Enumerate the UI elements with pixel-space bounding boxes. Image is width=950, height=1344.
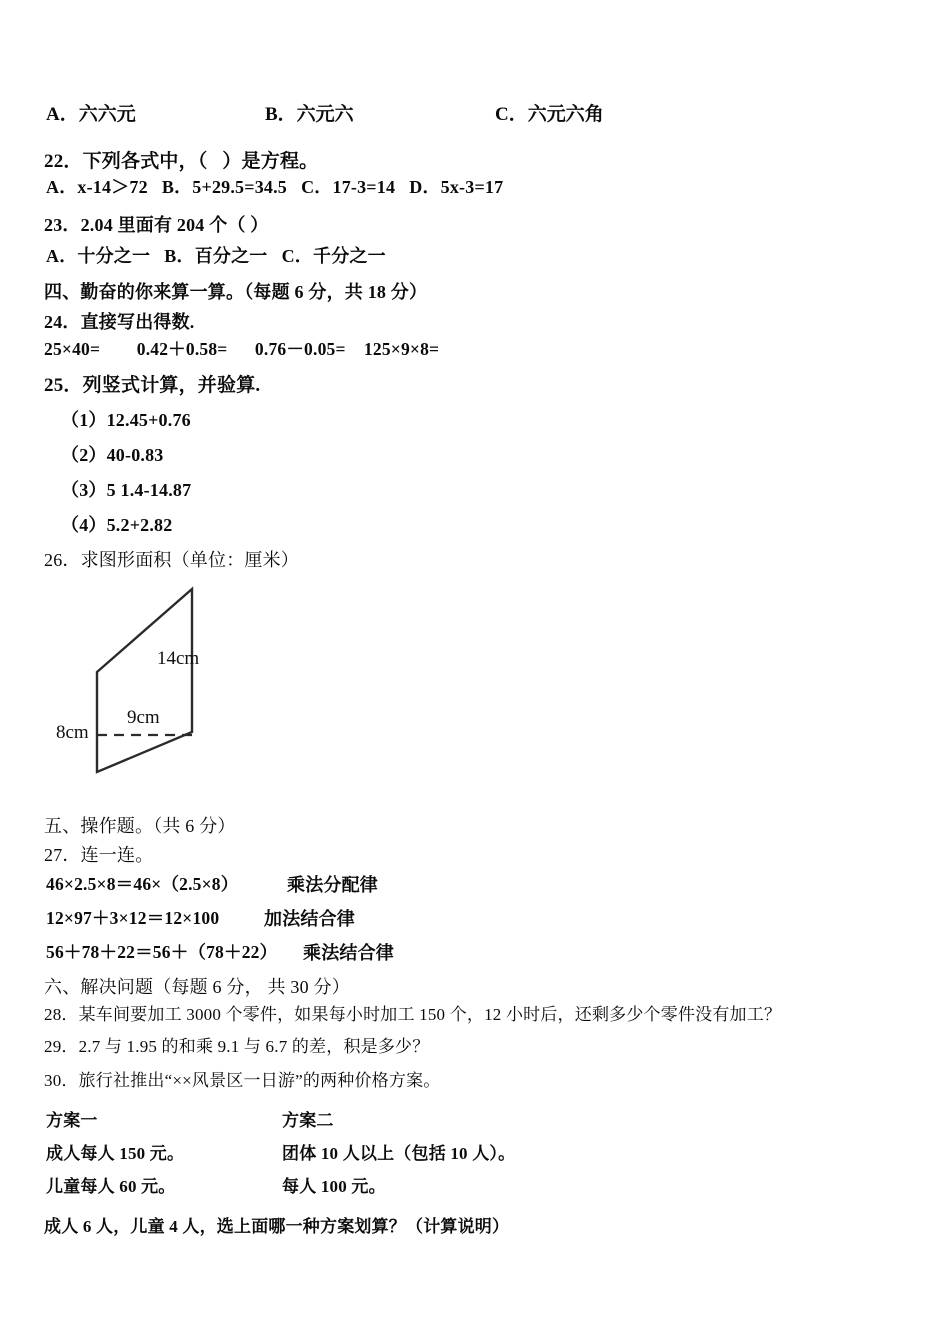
q30-question: 成人 6 人，儿童 4 人，选上面哪一种方案划算？（计算说明）: [44, 1217, 510, 1236]
q21-option-c: C．六元六角: [495, 104, 604, 125]
q28: 28．某车间要加工 3000 个零件，如果每小时加工 150 个，12 小时后，还剩多少个零件没有加工？: [44, 1005, 782, 1024]
figure-label-8cm: 8cm: [56, 722, 89, 743]
q29: 29．2.7 与 1.95 的和乘 9.1 与 6.7 的差，积是多少？: [44, 1037, 430, 1056]
quadrilateral-figure-svg: [40, 575, 360, 800]
q23-options: A．十分之一 B．百分之一 C．千分之一: [46, 246, 386, 266]
match-left-3: 56＋78＋22＝56＋（78＋22）: [46, 942, 278, 962]
q25-item-3: （3）5 1.4-14.87: [61, 480, 192, 500]
q27-stem: 27．连一连。: [44, 845, 154, 865]
plan-1-title: 方案一: [46, 1111, 98, 1130]
section-6-heading: 六、解决问题（每题 6 分， 共 30 分）: [44, 977, 350, 997]
q26-figure: [40, 575, 360, 800]
q21-option-a: A．六六元: [46, 104, 136, 125]
section-4-heading: 四、勤奋的你来算一算。（每题 6 分，共 18 分）: [44, 282, 428, 302]
quadrilateral-outline: [97, 589, 192, 772]
match-left-1: 46×2.5×8＝46×（2.5×8）: [46, 874, 239, 894]
q25-item-2: （2）40-0.83: [61, 445, 164, 465]
plan-2-line-2: 每人 100 元。: [282, 1177, 386, 1196]
plan-1-line-2: 儿童每人 60 元。: [46, 1177, 176, 1196]
plan-2-title: 方案二: [282, 1111, 334, 1130]
match-right-1: 乘法分配律: [287, 875, 378, 895]
q25-stem: 25．列竖式计算，并验算.: [44, 375, 261, 396]
plan-2-line-1: 团体 10 人以上（包括 10 人）。: [282, 1144, 516, 1163]
q24-items: 25×40= 0.42＋0.58= 0.76－0.05= 125×9×8=: [44, 339, 440, 359]
figure-label-9cm: 9cm: [127, 707, 160, 728]
q24-stem: 24．直接写出得数.: [44, 312, 195, 332]
q30-stem: 30．旅行社推出“××风景区一日游”的两种价格方案。: [44, 1071, 441, 1090]
q26-stem: 26．求图形面积（单位：厘米）: [44, 550, 299, 570]
q25-item-4: （4）5.2+2.82: [61, 515, 173, 535]
q21-option-b: B．六元六: [265, 104, 354, 125]
figure-label-14cm: 14cm: [157, 648, 200, 669]
match-left-2: 12×97＋3×12＝12×100: [46, 908, 220, 928]
q22-options: A．x-14＞72 B．5+29.5=34.5 C．17-3=14 D．5x-3=17: [46, 177, 504, 197]
section-5-heading: 五、操作题。（共 6 分）: [44, 816, 236, 836]
plan-1-line-1: 成人每人 150 元。: [46, 1144, 185, 1163]
match-right-3: 乘法结合律: [303, 943, 394, 963]
match-right-2: 加法结合律: [264, 909, 355, 929]
q23-stem: 23．2.04 里面有 204 个（ ）: [44, 215, 269, 235]
q25-item-1: （1）12.45+0.76: [61, 410, 191, 430]
q22-stem: 22．下列各式中，（ ）是方程。: [44, 151, 319, 172]
